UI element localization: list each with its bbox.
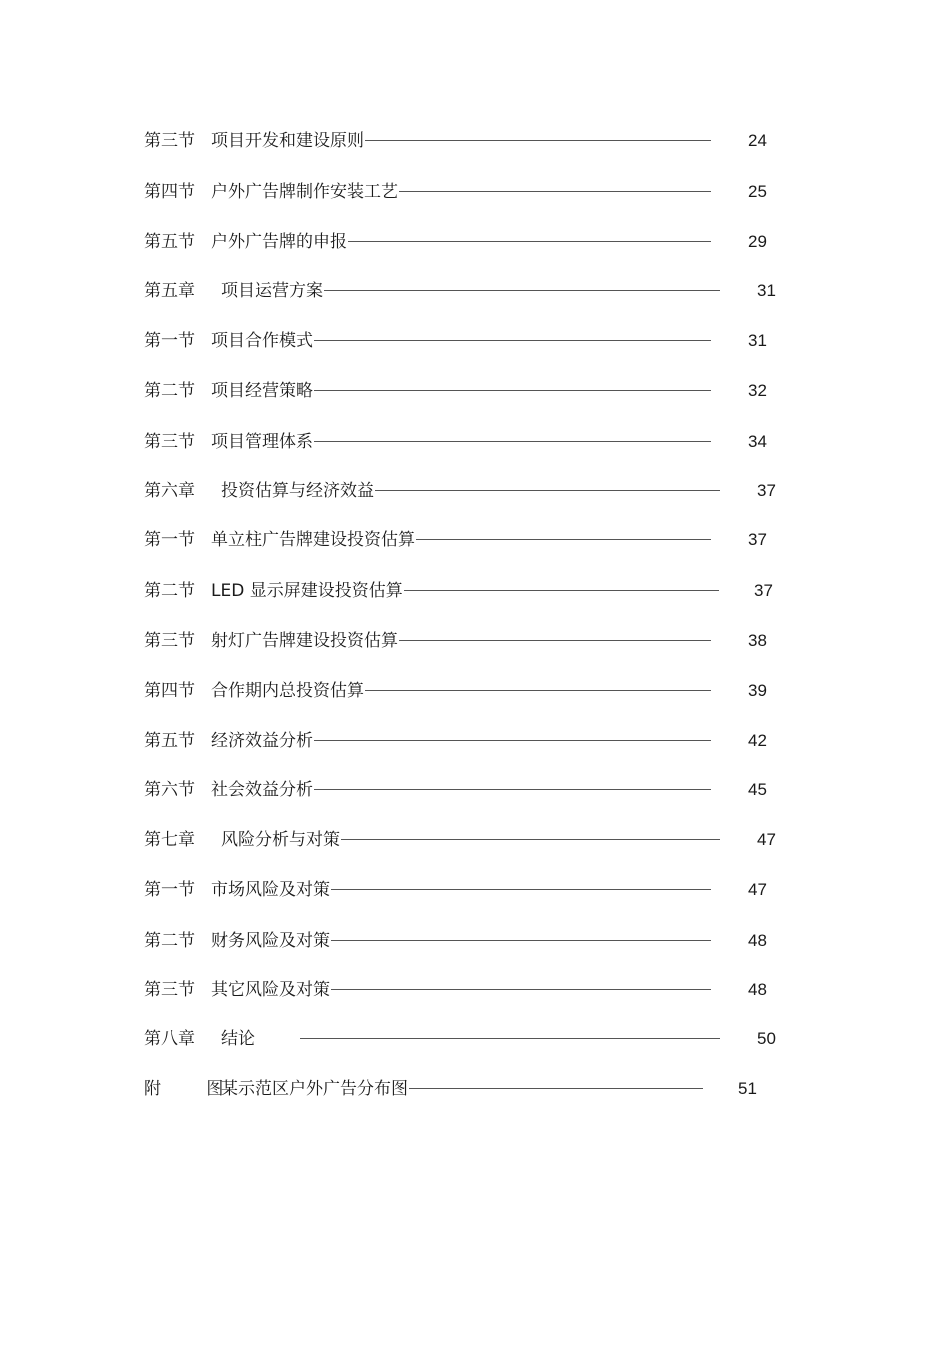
entry-label (144, 276, 324, 306)
entry-title: 项目开发和建设原则 (211, 131, 364, 151)
entry-page-number: 38 (748, 631, 767, 650)
leader-line (300, 740, 711, 741)
toc-entry[interactable] (0, 775, 950, 805)
entry-label (144, 825, 341, 855)
toc-entry[interactable] (0, 525, 950, 555)
toc-chapter-entry[interactable] (0, 276, 950, 306)
leader-line (300, 390, 711, 391)
entry-title: 其它风险及对策 (211, 980, 330, 1000)
entry-title: 经济效益分析 (211, 731, 313, 751)
toc-entry[interactable] (0, 326, 950, 356)
entry-prefix: 第三节 (144, 980, 195, 1000)
entry-label (144, 525, 416, 555)
entry-title: 市场风险及对策 (211, 880, 330, 900)
entry-label (144, 476, 375, 506)
toc-entry[interactable] (0, 875, 950, 905)
entry-page-number: 31 (748, 331, 767, 350)
entry-page-number: 48 (748, 931, 767, 950)
entry-title: 单立柱广告牌建设投资估算 (211, 530, 415, 550)
entry-label (144, 726, 314, 756)
toc-entry[interactable] (0, 576, 950, 606)
leader-line (300, 1038, 720, 1039)
entry-label (144, 626, 399, 656)
entry-label (144, 975, 331, 1005)
entry-label (144, 227, 348, 257)
entry-label (144, 376, 314, 406)
entry-prefix: 第一节 (144, 331, 195, 351)
entry-page-number: 32 (748, 381, 767, 400)
toc-entry[interactable] (0, 126, 950, 156)
entry-prefix: 第六章 (144, 481, 195, 501)
entry-prefix: 第三节 (144, 432, 195, 452)
entry-prefix: 第八章 (144, 1029, 195, 1049)
leader-line (300, 340, 711, 341)
leader-line (300, 839, 720, 840)
entry-prefix: 第二节 (144, 931, 195, 951)
entry-title: 项目经营策略 (211, 381, 313, 401)
entry-page-number: 42 (748, 731, 767, 750)
entry-label (144, 926, 331, 956)
entry-label (144, 676, 365, 706)
entry-page-number: 50 (757, 1029, 776, 1048)
leader-line (300, 989, 711, 990)
toc-chapter-entry[interactable] (0, 1024, 950, 1054)
entry-title: 项目管理体系 (211, 432, 313, 452)
entry-prefix: 第五节 (144, 232, 195, 252)
entry-label (144, 875, 331, 905)
entry-prefix: 第三节 (144, 631, 195, 651)
entry-page-number: 45 (748, 780, 767, 799)
entry-label (144, 126, 365, 156)
entry-title: 社会效益分析 (211, 780, 313, 800)
leader-line (300, 441, 711, 442)
entry-title: 风险分析与对策 (221, 830, 340, 850)
entry-page-number: 37 (754, 581, 773, 600)
entry-prefix: 第四节 (144, 681, 195, 701)
entry-page-number: 24 (748, 131, 767, 150)
entry-title: 项目合作模式 (211, 331, 313, 351)
leader-line (300, 290, 720, 291)
entry-page-number: 39 (748, 681, 767, 700)
entry-label (144, 177, 399, 207)
entry-label (144, 576, 404, 606)
leader-line (300, 889, 711, 890)
entry-prefix: 第二节 (144, 581, 195, 601)
entry-title: 项目运营方案 (221, 281, 323, 301)
leader-line (300, 241, 711, 242)
entry-page-number: 47 (757, 830, 776, 849)
entry-label (144, 427, 314, 457)
toc-entry[interactable] (0, 676, 950, 706)
entry-title: 某示范区户外广告分布图 (221, 1079, 408, 1099)
entry-page-number: 37 (757, 481, 776, 500)
entry-page-number: 31 (757, 281, 776, 300)
entry-page-number: 51 (738, 1079, 757, 1098)
toc-entry[interactable] (0, 177, 950, 207)
leader-line (300, 789, 711, 790)
entry-label (144, 326, 314, 356)
leader-line (300, 940, 711, 941)
entry-prefix: 第五章 (144, 281, 195, 301)
entry-prefix: 第二节 (144, 381, 195, 401)
entry-title: 投资估算与经济效益 (221, 481, 374, 501)
entry-page-number: 29 (748, 232, 767, 251)
toc-entry[interactable] (0, 227, 950, 257)
entry-prefix: 第六节 (144, 780, 195, 800)
entry-title: 结论 (221, 1029, 255, 1049)
entry-page-number: 25 (748, 182, 767, 201)
toc-chapter-entry[interactable] (0, 476, 950, 506)
entry-prefix: 第五节 (144, 731, 195, 751)
toc-entry[interactable] (0, 975, 950, 1005)
entry-title: 财务风险及对策 (211, 931, 330, 951)
entry-label (144, 1024, 256, 1054)
toc-chapter-entry[interactable] (0, 825, 950, 855)
entry-page-number: 48 (748, 980, 767, 999)
entry-title: LED 显示屏建设投资估算 (211, 581, 403, 601)
entry-page-number: 34 (748, 432, 767, 451)
toc-entry[interactable] (0, 726, 950, 756)
entry-label (144, 1074, 409, 1104)
entry-title: 合作期内总投资估算 (211, 681, 364, 701)
entry-page-number: 47 (748, 880, 767, 899)
toc-appendix-entry[interactable] (0, 1074, 950, 1104)
entry-page-number: 37 (748, 530, 767, 549)
toc-entry[interactable] (0, 427, 950, 457)
entry-title: 户外广告牌制作安装工艺 (211, 182, 398, 202)
entry-prefix: 第七章 (144, 830, 195, 850)
toc-entry[interactable] (0, 626, 950, 656)
entry-prefix: 第三节 (144, 131, 195, 151)
toc-entry[interactable] (0, 926, 950, 956)
entry-prefix: 附 图 (144, 1079, 244, 1099)
entry-label (144, 775, 314, 805)
entry-title: 户外广告牌的申报 (211, 232, 347, 252)
entry-title: 射灯广告牌建设投资估算 (211, 631, 398, 651)
entry-prefix: 第一节 (144, 880, 195, 900)
toc-entry[interactable] (0, 376, 950, 406)
entry-prefix: 第四节 (144, 182, 195, 202)
entry-prefix: 第一节 (144, 530, 195, 550)
